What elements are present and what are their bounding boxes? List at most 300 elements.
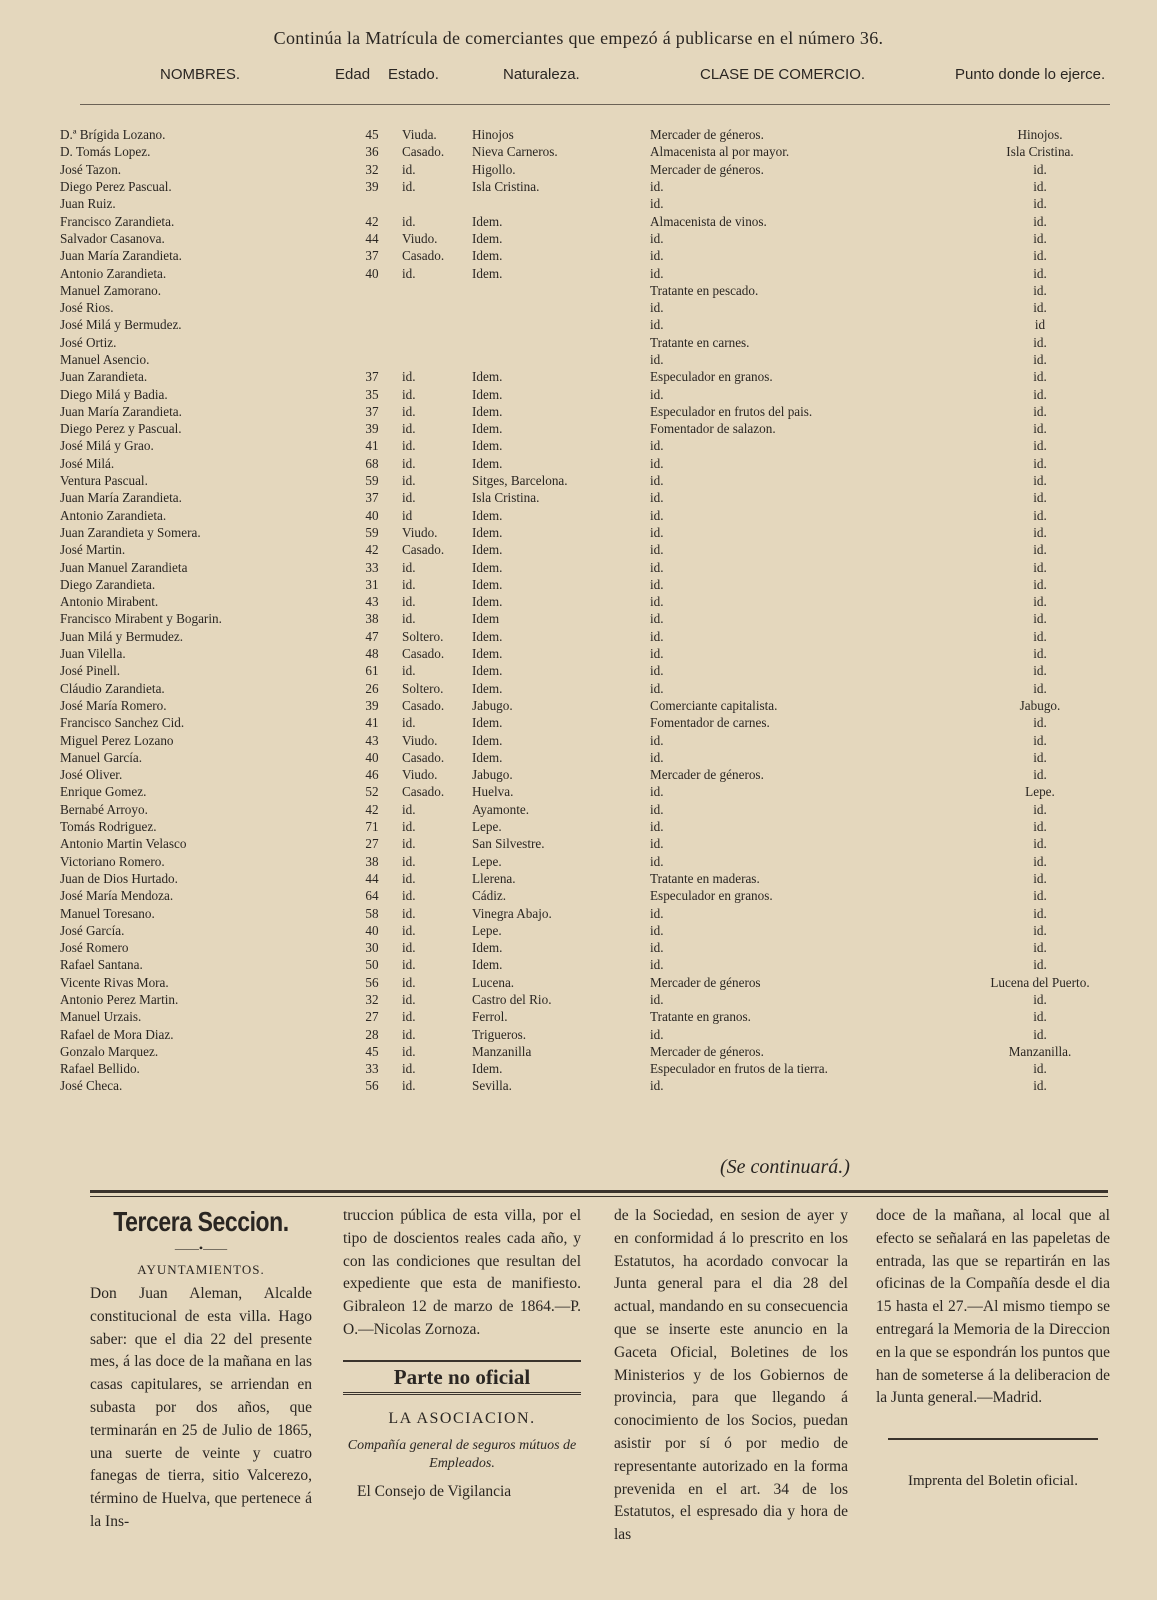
cell-origin bbox=[472, 195, 650, 212]
cell-state: Casado. bbox=[402, 697, 445, 713]
cell-age: 39 bbox=[365, 421, 379, 437]
cell-place: id. bbox=[1033, 230, 1047, 246]
cell-name: Bernabé Arroyo. bbox=[60, 801, 148, 817]
cell-place: id. bbox=[1033, 161, 1047, 177]
cell-origin bbox=[472, 282, 650, 299]
column-2 bbox=[343, 1205, 581, 1504]
cell-name: José María Mendoza. bbox=[60, 888, 174, 904]
cell-age: 37 bbox=[365, 490, 379, 506]
cell-trade: id. bbox=[650, 1078, 664, 1094]
cell-age: 35 bbox=[365, 386, 379, 402]
cell-origin: Idem. bbox=[472, 594, 503, 610]
notice-continuation: truccion pública de esta villa, por el tipo de doscientos reales cada año, y con las condiciones que resultan del expediente que esta de manifiesto. Gibraleon 12 de marzo de 1864.—P. O.—Nicolas Zornoza. bbox=[343, 1207, 581, 1338]
cell-trade: Fomentador de carnes. bbox=[650, 715, 770, 731]
cell-state: id. bbox=[402, 455, 416, 471]
cell-trade: id. bbox=[650, 473, 664, 489]
imprint: Imprenta del Boletin oficial. bbox=[908, 1473, 1078, 1490]
cell-place: id. bbox=[1033, 455, 1047, 471]
cell-origin: Ayamonte. bbox=[472, 801, 530, 817]
cell-trade: id. bbox=[650, 352, 664, 367]
cell-name: Diego Milá y Badia. bbox=[60, 386, 168, 402]
table-row bbox=[60, 126, 1130, 143]
cell-origin: Idem. bbox=[472, 680, 503, 696]
cell-place: id. bbox=[1033, 196, 1047, 212]
cell-place: id. bbox=[1033, 801, 1047, 817]
cell-place: id. bbox=[1033, 1061, 1047, 1077]
cell-origin: Idem. bbox=[472, 386, 503, 402]
cell-age: 38 bbox=[365, 611, 379, 627]
cell-trade: Tratante en granos. bbox=[650, 1009, 751, 1025]
cell-state: id bbox=[402, 507, 413, 523]
cell-name: Antonio Perez Martin. bbox=[60, 991, 179, 1007]
cell-age: 32 bbox=[365, 991, 379, 1007]
cell-age: 59 bbox=[365, 473, 379, 489]
cell-place: id. bbox=[1033, 732, 1047, 748]
header-place: Punto donde lo ejerce. bbox=[955, 66, 1106, 83]
section-rule-thin bbox=[90, 1196, 1108, 1197]
cell-place: id. bbox=[1033, 386, 1047, 402]
table-row bbox=[60, 316, 1130, 333]
cell-trade: id. bbox=[650, 784, 664, 800]
cell-place: Hinojos. bbox=[1017, 127, 1063, 143]
cell-origin: Lucena. bbox=[472, 974, 515, 990]
cell-name: Juan Manuel Zarandieta bbox=[60, 559, 188, 575]
cell-trade: id. bbox=[650, 300, 664, 316]
cell-place: Jabugo. bbox=[1019, 697, 1061, 713]
cell-trade: id. bbox=[650, 922, 664, 938]
cell-state: id. bbox=[402, 1043, 416, 1059]
cell-trade: id. bbox=[650, 940, 664, 956]
cell-age: 40 bbox=[365, 265, 379, 281]
table-row bbox=[60, 956, 1130, 973]
cell-origin: Idem. bbox=[472, 715, 503, 731]
cell-origin: Idem. bbox=[472, 507, 503, 523]
cell-name: Vicente Rivas Mora. bbox=[60, 974, 169, 990]
cell-name: Juan Zarandieta y Somera. bbox=[60, 524, 201, 540]
table-row bbox=[60, 818, 1130, 835]
cell-origin: Sevilla. bbox=[472, 1078, 512, 1094]
cell-age: 37 bbox=[365, 403, 379, 419]
table-row bbox=[60, 541, 1130, 558]
cell-name: Juan Milá y Bermudez. bbox=[60, 628, 184, 644]
cell-name: Juan Zarandieta. bbox=[60, 369, 148, 385]
header-rule bbox=[80, 104, 1110, 105]
cell-place: id. bbox=[1033, 680, 1047, 696]
table-row bbox=[60, 282, 1130, 299]
cell-name: Antonio Mirabent. bbox=[60, 594, 159, 610]
cell-place: id. bbox=[1033, 490, 1047, 506]
cell-origin: Idem. bbox=[472, 455, 503, 471]
cell-age: 46 bbox=[365, 767, 379, 783]
cell-origin: Idem. bbox=[472, 749, 503, 765]
cell-origin bbox=[472, 334, 650, 351]
table-row bbox=[60, 455, 1130, 472]
cell-state: Casado. bbox=[402, 144, 445, 160]
cell-age: 37 bbox=[365, 248, 379, 264]
table-row bbox=[60, 628, 1130, 645]
cell-state: id. bbox=[402, 1026, 416, 1042]
cell-age: 41 bbox=[365, 715, 379, 731]
cell-place: id. bbox=[1033, 767, 1047, 783]
cell-origin: Jabugo. bbox=[472, 697, 513, 713]
cell-name: D. Tomás Lopez. bbox=[60, 144, 151, 160]
cell-place: id. bbox=[1033, 922, 1047, 938]
register-table bbox=[60, 126, 1130, 1095]
cell-place: id. bbox=[1033, 179, 1047, 195]
table-row bbox=[60, 558, 1130, 575]
cell-trade: Tratante en maderas. bbox=[650, 870, 760, 886]
cell-name: Antonio Zarandieta. bbox=[60, 507, 167, 523]
table-row bbox=[60, 1077, 1130, 1094]
cell-origin: Idem. bbox=[472, 646, 503, 662]
cell-age: 41 bbox=[365, 438, 379, 454]
cell-state: Viudo. bbox=[402, 524, 438, 540]
cell-age: 26 bbox=[365, 680, 379, 696]
cell-trade: id. bbox=[650, 542, 664, 558]
cell-origin: Nieva Carneros. bbox=[472, 144, 558, 160]
cell-place: id. bbox=[1033, 628, 1047, 644]
cell-age: 47 bbox=[365, 628, 379, 644]
cell-place: id. bbox=[1033, 334, 1047, 350]
cell-place: id. bbox=[1033, 870, 1047, 886]
cell-trade: id. bbox=[650, 836, 664, 852]
cell-name: José Ortiz. bbox=[60, 334, 117, 350]
cell-age: 33 bbox=[365, 1061, 379, 1077]
cell-state: Casado. bbox=[402, 646, 445, 662]
cell-state: Viudo. bbox=[402, 767, 438, 783]
column-3 bbox=[614, 1205, 848, 1547]
cell-place: id. bbox=[1033, 749, 1047, 765]
cell-age: 39 bbox=[365, 697, 379, 713]
cell-trade: Especulador en frutos del pais. bbox=[650, 403, 813, 419]
cell-age: 39 bbox=[365, 179, 379, 195]
cell-name: Manuel Toresano. bbox=[60, 905, 155, 921]
cell-name: Antonio Zarandieta. bbox=[60, 265, 167, 281]
society-text: de la Sociedad, en sesion de ayer y en conformidad á lo prescrito en los Estatutos, ha acordado convocar la Junta general para el dia 28 del actual, mandando en su consecuencia que se inserte este anuncio en la Gaceta Oficial, Boletines de los Ministerios y de los Gobiernos de provincia, para que llegando á conocimiento de los Socios, puedan asistir por sí ó por medio de representante autorizado en la forma prevenida en el art. 34 de los Estatutos, el espresado dia y hora de las bbox=[614, 1207, 848, 1544]
section-rule bbox=[90, 1190, 1108, 1193]
cell-place: id. bbox=[1033, 957, 1047, 973]
cell-place: id. bbox=[1033, 542, 1047, 558]
cell-age: 32 bbox=[365, 161, 379, 177]
cell-place: id. bbox=[1033, 905, 1047, 921]
table-row bbox=[60, 714, 1130, 731]
table-row bbox=[60, 645, 1130, 662]
cell-state: id. bbox=[402, 559, 416, 575]
cell-state: id. bbox=[402, 801, 416, 817]
cell-state: id. bbox=[402, 663, 416, 679]
cell-origin: Hinojos bbox=[472, 127, 514, 143]
table-row bbox=[60, 489, 1130, 506]
cell-state: id. bbox=[402, 1078, 416, 1094]
cell-age: 61 bbox=[365, 663, 379, 679]
cell-origin: Idem. bbox=[472, 663, 503, 679]
cell-name: Tomás Rodriguez. bbox=[60, 819, 157, 835]
header-origin: Naturaleza. bbox=[503, 66, 580, 83]
cell-state: id. bbox=[402, 905, 416, 921]
cell-age: 58 bbox=[365, 905, 379, 921]
cell-place: id. bbox=[1033, 1078, 1047, 1094]
cell-state: Viudo. bbox=[402, 230, 438, 246]
cell-trade: id. bbox=[650, 680, 664, 696]
cell-age: 71 bbox=[365, 819, 379, 835]
cell-state: id. bbox=[402, 1009, 416, 1025]
cell-place: id. bbox=[1033, 853, 1047, 869]
cell-name: Francisco Zarandieta. bbox=[60, 213, 175, 229]
table-row bbox=[60, 524, 1130, 541]
cell-place: id. bbox=[1033, 300, 1047, 316]
cell-origin: Idem. bbox=[472, 559, 503, 575]
cell-age: 56 bbox=[365, 974, 379, 990]
table-row bbox=[60, 870, 1130, 887]
cell-state: id. bbox=[402, 940, 416, 956]
cell-age: 42 bbox=[365, 542, 379, 558]
cell-age: 42 bbox=[365, 213, 379, 229]
cell-place: id. bbox=[1033, 421, 1047, 437]
cell-state: id. bbox=[402, 386, 416, 402]
cell-origin: Huelva. bbox=[472, 784, 514, 800]
cell-origin: Ferrol. bbox=[472, 1009, 508, 1025]
cell-place: id. bbox=[1033, 1009, 1047, 1025]
cell-state: Viudo. bbox=[402, 732, 438, 748]
cell-age: 64 bbox=[365, 888, 379, 904]
cell-origin bbox=[472, 316, 650, 333]
table-row bbox=[60, 922, 1130, 939]
cell-age: 44 bbox=[365, 870, 379, 886]
cell-state: id. bbox=[402, 888, 416, 904]
cell-name: Manuel Zamorano. bbox=[60, 282, 162, 298]
cell-trade: id. bbox=[650, 628, 664, 644]
cell-place: id. bbox=[1033, 594, 1047, 610]
cell-name: José María Romero. bbox=[60, 697, 167, 713]
cell-trade: id. bbox=[650, 317, 664, 333]
cell-trade: id. bbox=[650, 819, 664, 835]
cell-origin: Idem. bbox=[472, 940, 503, 956]
cell-state: id. bbox=[402, 715, 416, 731]
cell-place: Lucena del Puerto. bbox=[990, 974, 1090, 990]
cell-origin: Idem. bbox=[472, 403, 503, 419]
cell-origin bbox=[472, 299, 650, 316]
cell-place: Lepe. bbox=[1025, 784, 1055, 800]
cell-trade: id. bbox=[650, 991, 664, 1007]
cell-trade: Mercader de géneros. bbox=[650, 767, 764, 783]
cell-state bbox=[402, 282, 472, 299]
table-row bbox=[60, 420, 1130, 437]
page-title: Continúa la Matrícula de comerciantes que empezó á publicarse en el número 36. bbox=[273, 28, 884, 48]
table-row bbox=[60, 1008, 1130, 1025]
cell-origin: Manzanilla bbox=[472, 1043, 532, 1059]
table-row bbox=[60, 835, 1130, 852]
cell-trade: id. bbox=[650, 196, 664, 212]
cell-origin: San Silvestre. bbox=[472, 836, 545, 852]
table-row bbox=[60, 472, 1130, 489]
cell-trade: Almacenista al por mayor. bbox=[650, 144, 790, 160]
cell-age: 33 bbox=[365, 559, 379, 575]
table-row bbox=[60, 507, 1130, 524]
cell-trade: id. bbox=[650, 524, 664, 540]
cell-origin: Llerena. bbox=[472, 870, 516, 886]
cell-origin: Idem. bbox=[472, 230, 503, 246]
cell-state: id. bbox=[402, 161, 416, 177]
cell-origin: Sitges, Barcelona. bbox=[472, 473, 568, 489]
cell-origin: Idem. bbox=[472, 265, 503, 281]
table-row bbox=[60, 731, 1130, 748]
table-row bbox=[60, 576, 1130, 593]
notice-text: Don Juan Aleman, Alcalde constitucional de esta villa. Hago saber: que el dia 22 del presente mes, á las doce de la mañana en las casas capitulares, se arriendan en subasta por dos años, que terminarán en 25 de Julio de 1865, una suerte de veinte y cuatro fanegas de tierra, sitio Valcerezo, término de Huelva, que pertenece á la Ins- bbox=[90, 1285, 312, 1530]
cell-name: José Oliver. bbox=[60, 767, 123, 783]
cell-state: id. bbox=[402, 836, 416, 852]
cell-trade: Mercader de géneros. bbox=[650, 127, 764, 143]
cell-trade: Mercader de géneros bbox=[650, 974, 761, 990]
table-row bbox=[60, 1043, 1130, 1060]
cell-name: Enrique Gomez. bbox=[60, 784, 147, 800]
table-row bbox=[60, 1025, 1130, 1042]
cell-name: Manuel Asencio. bbox=[60, 352, 150, 367]
cell-origin: Idem. bbox=[472, 732, 503, 748]
cell-place: id. bbox=[1033, 507, 1047, 523]
table-row bbox=[60, 749, 1130, 766]
table-row bbox=[60, 299, 1130, 316]
table-row bbox=[60, 230, 1130, 247]
cell-place: id. bbox=[1033, 282, 1047, 298]
cell-age: 28 bbox=[365, 1026, 379, 1042]
table-row bbox=[60, 593, 1130, 610]
cell-state: Casado. bbox=[402, 542, 445, 558]
cell-place: id. bbox=[1033, 403, 1047, 419]
cell-state: id. bbox=[402, 490, 416, 506]
cell-origin: Isla Cristina. bbox=[472, 179, 540, 195]
cell-place: id. bbox=[1033, 248, 1047, 264]
cell-place: id. bbox=[1033, 473, 1047, 489]
cell-age: 40 bbox=[365, 749, 379, 765]
cell-name: Francisco Mirabent y Bogarin. bbox=[60, 611, 222, 627]
cell-place: id. bbox=[1033, 991, 1047, 1007]
cell-age bbox=[342, 351, 402, 368]
cell-trade: id. bbox=[650, 1026, 664, 1042]
parte-heading: Parte no oficial bbox=[343, 1360, 581, 1395]
cell-age: 68 bbox=[365, 455, 379, 471]
cell-state: id. bbox=[402, 957, 416, 973]
table-row bbox=[60, 368, 1130, 385]
cell-origin: Idem. bbox=[472, 248, 503, 264]
cell-name: Juan de Dios Hurtado. bbox=[60, 870, 178, 886]
cell-age: 45 bbox=[365, 1043, 379, 1059]
header-names: NOMBRES. bbox=[160, 66, 241, 83]
cell-state: id. bbox=[402, 473, 416, 489]
cell-name: Victoriano Romero. bbox=[60, 853, 165, 869]
cell-state: id. bbox=[402, 369, 416, 385]
table-row bbox=[60, 351, 1130, 368]
cell-place: id. bbox=[1033, 524, 1047, 540]
cell-place: id. bbox=[1033, 940, 1047, 956]
cell-state bbox=[402, 195, 472, 212]
cell-trade: Almacenista de vinos. bbox=[650, 213, 767, 229]
section-title: Tercera Seccion. bbox=[113, 1206, 289, 1237]
cell-origin: Idem. bbox=[472, 576, 503, 592]
cell-name: Rafael Bellido. bbox=[60, 1061, 140, 1077]
cell-trade: id. bbox=[650, 611, 664, 627]
cell-age: 52 bbox=[365, 784, 379, 800]
cell-trade: id. bbox=[650, 179, 664, 195]
cell-name: Diego Perez Pascual. bbox=[60, 179, 172, 195]
cell-place: id. bbox=[1033, 369, 1047, 385]
cell-trade: id. bbox=[650, 438, 664, 454]
cell-age: 40 bbox=[365, 922, 379, 938]
cell-name: José Tazon. bbox=[60, 161, 122, 177]
cell-trade: Fomentador de salazon. bbox=[650, 421, 776, 437]
cell-age: 38 bbox=[365, 853, 379, 869]
ornament: ——•—— bbox=[174, 1241, 228, 1255]
cell-age: 42 bbox=[365, 801, 379, 817]
cell-age: 43 bbox=[365, 594, 379, 610]
cell-state: Viuda. bbox=[402, 127, 437, 143]
cell-state: id. bbox=[402, 213, 416, 229]
cell-place: id. bbox=[1033, 611, 1047, 627]
cell-trade: id. bbox=[650, 853, 664, 869]
cell-trade: id. bbox=[650, 905, 664, 921]
cell-name: Gonzalo Marquez. bbox=[60, 1043, 159, 1059]
cell-name: Antonio Martin Velasco bbox=[60, 836, 187, 852]
cell-state: id. bbox=[402, 265, 416, 281]
cell-origin: Idem. bbox=[472, 438, 503, 454]
cell-name: José Milá y Grao. bbox=[60, 438, 154, 454]
table-row bbox=[60, 939, 1130, 956]
cell-place: id. bbox=[1033, 213, 1047, 229]
cell-trade: id. bbox=[650, 559, 664, 575]
continued-note: (Se continuará.) bbox=[720, 1156, 850, 1178]
cell-place: id. bbox=[1033, 646, 1047, 662]
cell-name: Juan María Zarandieta. bbox=[60, 248, 182, 264]
cell-age: 31 bbox=[365, 576, 379, 592]
cell-age: 48 bbox=[365, 646, 379, 662]
cell-state: id. bbox=[402, 438, 416, 454]
cell-place: id. bbox=[1033, 352, 1047, 367]
cell-place: id bbox=[1034, 317, 1046, 333]
cell-state: id. bbox=[402, 991, 416, 1007]
table-row bbox=[60, 680, 1130, 697]
cell-trade: Tratante en carnes. bbox=[650, 334, 750, 350]
table-row bbox=[60, 852, 1130, 869]
cell-state bbox=[402, 351, 472, 368]
cell-name: José Checa. bbox=[60, 1078, 123, 1094]
cell-name: Cláudio Zarandieta. bbox=[60, 680, 165, 696]
cell-origin: Idem. bbox=[472, 213, 503, 229]
cell-trade: Mercader de géneros. bbox=[650, 1043, 764, 1059]
cell-name: José Milá y Bermudez. bbox=[60, 317, 182, 333]
header-state: Estado. bbox=[388, 66, 439, 83]
table-row bbox=[60, 195, 1130, 212]
cell-origin: Trigueros. bbox=[472, 1026, 527, 1042]
cell-age: 27 bbox=[365, 1009, 379, 1025]
cell-name: Francisco Sanchez Cid. bbox=[60, 715, 185, 731]
table-row bbox=[60, 697, 1130, 714]
cell-place: id. bbox=[1033, 438, 1047, 454]
cell-state: id. bbox=[402, 594, 416, 610]
cell-name: D.ª Brígida Lozano. bbox=[60, 127, 166, 143]
table-row bbox=[60, 247, 1130, 264]
cell-name: José García. bbox=[60, 922, 125, 938]
cell-state: Casado. bbox=[402, 784, 445, 800]
cell-origin: Castro del Rio. bbox=[472, 991, 552, 1007]
cell-trade: id. bbox=[650, 749, 664, 765]
table-row bbox=[60, 783, 1130, 800]
cell-state: id. bbox=[402, 1061, 416, 1077]
company-name: Compañía general de seguros mútuos de Empleados. bbox=[347, 1437, 577, 1471]
column-4 bbox=[876, 1205, 1110, 1493]
table-row bbox=[60, 212, 1130, 229]
table-row bbox=[60, 887, 1130, 904]
table-row bbox=[60, 403, 1130, 420]
cell-trade: Especulador en frutos de la tierra. bbox=[650, 1061, 828, 1077]
